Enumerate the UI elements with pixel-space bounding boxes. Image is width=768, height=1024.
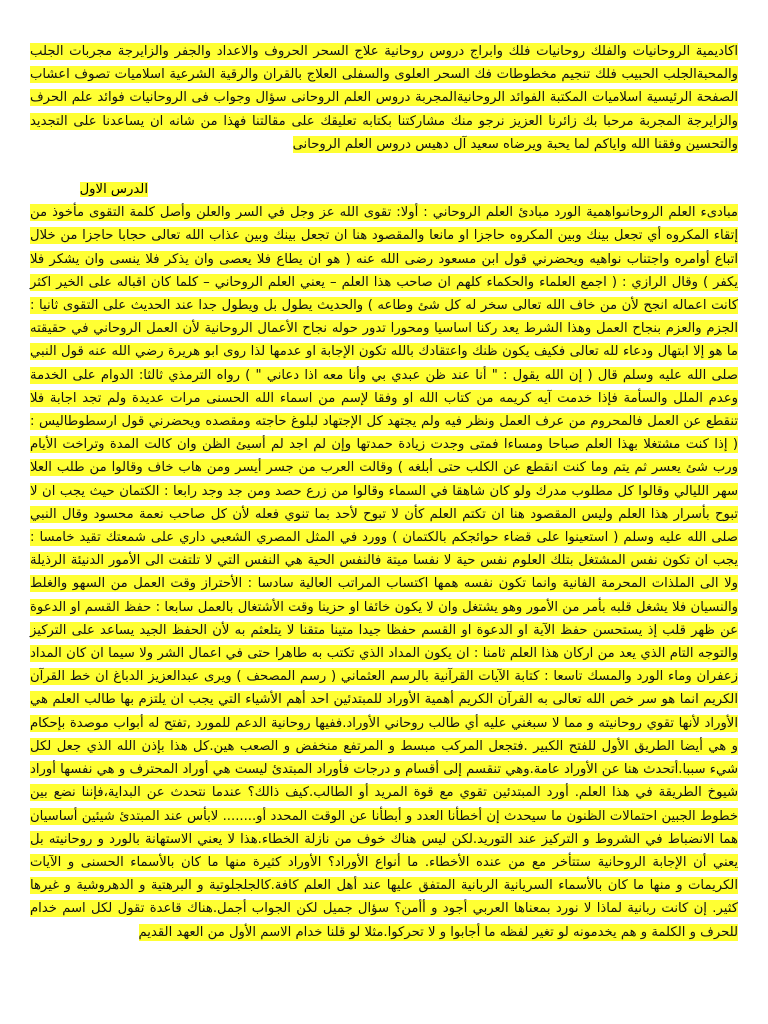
lesson-title-text: الدرس الاول [79,182,148,198]
lesson-title [30,178,738,201]
intro-text: اكاديمية الروحانيات والفلك روحانيات فلك وابراج دروس روحانية علاج السحر الحروف والاعداد والجفر والزايرجة مجربات الجلب والمحبةالجلب الحبيب فلك تنجيم مخطوطات فك السحر العلوى والسفلى العلاج بالقران والرقية الشرعية اسلاميات تصوف اعشاب الصفحة الرئيسية اسلاميات المكتبة الفوائد الروحانيةالمجربة دروس العلم الروحانى سؤال وجواب فى الروحانيات فوائد علم الحرف والزايرجة المجربة مرحبا بك زائرنا العزيز نرجو منك مشاركتنا بكتابه تعليقك على مقالتنا فهذا من شانه ان يساعدنا على التجديد والتحسين وفقنا الله واياكم لما يحبة ويرضاه سعيد آل دهيس دروس العلم الروحانى [30,44,738,152]
lesson-body-text: مبادىء العلم الروحانىواهمية الورد مبادئ العلم الروحاني : أولا: تقوى الله عز وجل في السر والعلن وأصل كلمة التقوى مأخوذ من إتقاء المكروه أي تجعل بينك وبين المكروه حاجزا او مانعا والمقصود هنا ان تجعل بينك وبين عذاب الله تعالى حجابا حاجزا من خلال اتباع أوامره واجتناب نواهيه ويحضرني قول ابن مسعود رضى الله عنه ( هو ان يطاع فلا يعصى وان يذكر فلا ينسى وان يشكر فلا يكفر ) وقال الرازي : ( اجمع العلماء والحكماء كلهم ان صاحب هذا العلم – يعني العلم الروحاني – كلما كان اقباله على الخير اكثر كانت اعماله انجح لأن من خاف الله تعالى سخر له كل شئ وطاعه ) والحديث يطول بل ويطول جدا عند الحديث على التقوى ثانيا : الجزم والعزم بنجاح العمل وهذا الشرط يعد ركنا اساسيا ومحورا تدور حوله نجاح الأعمال الروحانية لأن العمل الروحاني في حقيقته ما هو إلا ابتهال ودعاء لله تعالى فكيف يكون ظنك واعتقادك بالله تكون الإجابة او عدمها لذا روى ابو هريرة رضي الله عنه قول النبي صلى الله عليه وسلم قال ( إن الله يقول : " أنا عند ظن عبدي بي وأنا معه اذا دعاني " ) رواه الترمذي ثالثا: الدوام على الخدمة وعدم الملل والسأمة فإذا خدمت آيه كريمه من كتاب الله او وفقا لإسم من اسماء الله الحسنى مرات عديدة ولم تجد اجابة فلا تنقطع عن العمل فالمحروم من عرف العمل ونظر فيه ولم يجتهد كل الإجتهاد لبلوغ حاجته ومقصده ويحضرني قول ارسطوطاليس : ( إذا كنت مشتغلا بهذا العلم صباحا ومساءا فمتى وجدت زيادة حمدتها وإن لم اجد لم أسيئ الظن وان كالت المدة وتراخت الأيام ورب شئ يعسر ثم يتم وما كنت انقطع عن الكلب حتى أبلغه ) وقالت العرب من جسر أيسر ومن هاب خاف وقالوا من طلب العلا سهر الليالي وقالوا كل مطلوب مدرك ولو كان شاهقا في السماء وقالوا من زرع حصد ومن جد وجد رابعا : الكتمان حيث يجب ان لا تبوح بأسرار هذا العلم وليس المقصود هنا ان تكتم العلم كأن لا تبوح لأحد بما تنوي فعله لأن كل صاحب نعمة محسود وقال النبي صلى الله عليه وسلم ( استعينوا على قضاء حوائجكم بالكتمان ) وورد في المثل المصري الشعبي داري على شمعتك تقيد خامسا : يجب ان تكون نفس المشتغل بتلك العلوم نفس حية لا نفسا ميتة فالنفس الحية هي النفس التي لا تلتفت الى الأمور الدنيئة الرذيلة ولا الى الملذات المحرمة الفانية وانما تكون نفسه همها اكتساب المراتب العالية سادسا : الأحتراز وقت العمل من السهو والغلط والنسيان فلا يشغل قلبه بأمر من الأمور وهو يشتغل وان لا يكون خائفا او حزينا وقت الأشتغال بالعمل سابعا : حفظ القسم او الدعوة عن ظهر قلب إذ يستحسن حفظ الآية او الدعوة او القسم حفظا جيدا متينا متقنا لا يتلعثم به لأن الحفظ الجيد يساعد على التركيز والتوجه التام الذي يعد من اركان هذا العلم ثامنا : ان يكون المداد الذي تكتب به طاهرا حتى في اعمال الشر ولا سيما ان كان المداد زعفران وماء الورد والمسك تاسعا : كتابة الآيات القرآنية بالرسم العثماني ( رسم المصحف ) ويرى عبدالعزيز الدباغ ان خط القرآن الكريم انما هو سر خص الله تعالى به القرآن الكريم أهمية الأوراد للمبتدئين احد أهم الأشياء التي يجب ان يلتزم بها طالب العلم هي الأوراد لأنها تقوي روحانيته و مما لا سبغني عليه أي طالب روحاني الأوراد.ففيها روحانية الدعم للمورد ,تفتح له أبواب موصدة بإحكام و هي أيضا الطريق الأول للفتح الكبير .فتجعل المركب مبسط و المرتفع منخفض و الصعب هين.كل هذا بإذن الله الذي جعل لكل شيء سببا.أتحدث هنا عن الأوراد عامة.وهي تنقسم إلى أقسام و درجات فأوراد المبتدئ ليست هي أوراد المحترف و هي نفسها أوراد شيوخ الطريقة في هذا العلم. أورد المبتدئين تقوي مع قوة المريد أو الطالب.كيف ذالك؟ عندما نتحدث عن البداية،فإننا نضع بين خطوط الجبين احتمالات الظنون ما سيحدث إن أخطأنا العدد و أبطأنا عن الوقت المحدد أو........ لابأس عند المبتدئ شيئين أساسيان هما الانضباط في الشروط و التركيز عند التوريد.لكن ليس هناك خوف من نازلة الخطاء.هذا لا يعني الاستهانة بالورد و روحانيته بل يعني أن الإجابة الروحانية ستتأخر مع من عنده الأخطاء. ما أنواع الأوراد؟ الأوراد كثيرة منها ما كان بالأسماء الحسنى و الآيات الكريمات و منها ما كان بالأسماء السريانية الربانية المتفق عليها عند أهل العلم كافة.كالجلجلوتية و البرهتية و الدهروشية و غيرها كثير. إن كانت ربانية لماذا لا نورد بمعناها العربي أجود و أأمن؟ سؤال جميل لكن الجواب أجمل.هناك قاعدة تقول لكل اسم خدام للحرف و الكلمة و هم يخدمونه لو تغير لفظه ما أجابوا و لا تحركوا.مثلا لو قلنا خدام الاسم الأول من العهد القديم [30,205,738,940]
paragraph-gap [30,156,738,178]
intro-paragraph [30,40,738,156]
lesson-body [30,201,738,944]
